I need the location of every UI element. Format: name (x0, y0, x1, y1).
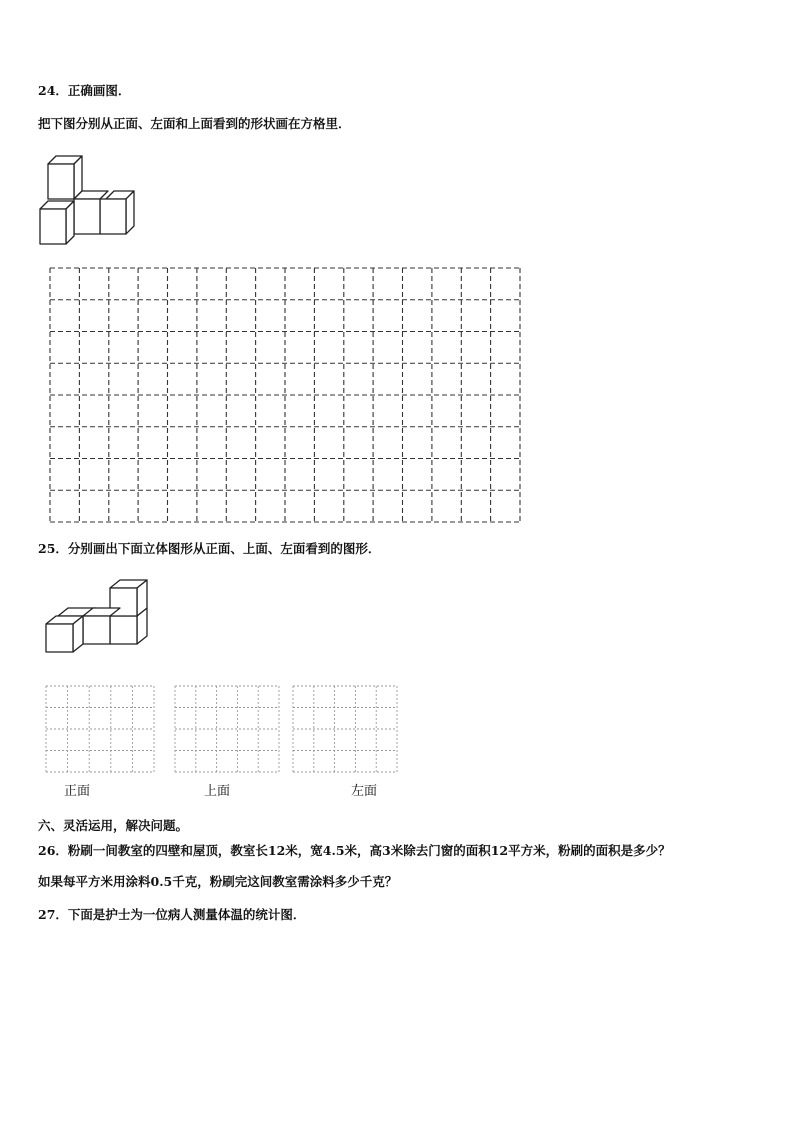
q24-cube-figure (30, 150, 150, 250)
q26-line1: 26．粉刷一间教室的四壁和屋顶，教室长12米，宽4.5米，高3米除去门窗的面积12平方米，粉刷的面积是多少？ (38, 843, 671, 858)
label-front: 正面 (64, 784, 91, 799)
label-top: 上面 (204, 784, 231, 799)
q25-grid-front (46, 686, 154, 772)
q25-title: 25．分别画出下面立体图形从正面、上面、左面看到的图形． (38, 541, 381, 556)
q24-title: 24．正确画图． (38, 83, 131, 98)
label-left: 左面 (351, 784, 378, 799)
q27-title: 27．下面是护士为一位病人测量体温的统计图． (38, 907, 306, 922)
q26-line2: 如果每平方米用涂料0.5千克，粉刷完这间教室需涂料多少千克？ (38, 874, 398, 889)
q24-instruction: 把下图分别从正面、左面和上面看到的形状画在方格里． (38, 116, 351, 131)
section6-heading: 六、灵活运用，解决问题。 (38, 818, 189, 833)
q25-cube-figure (38, 578, 153, 658)
q25-grid-top (175, 686, 279, 772)
q25-grid-left (293, 686, 397, 772)
q24-answer-grid (50, 268, 520, 522)
